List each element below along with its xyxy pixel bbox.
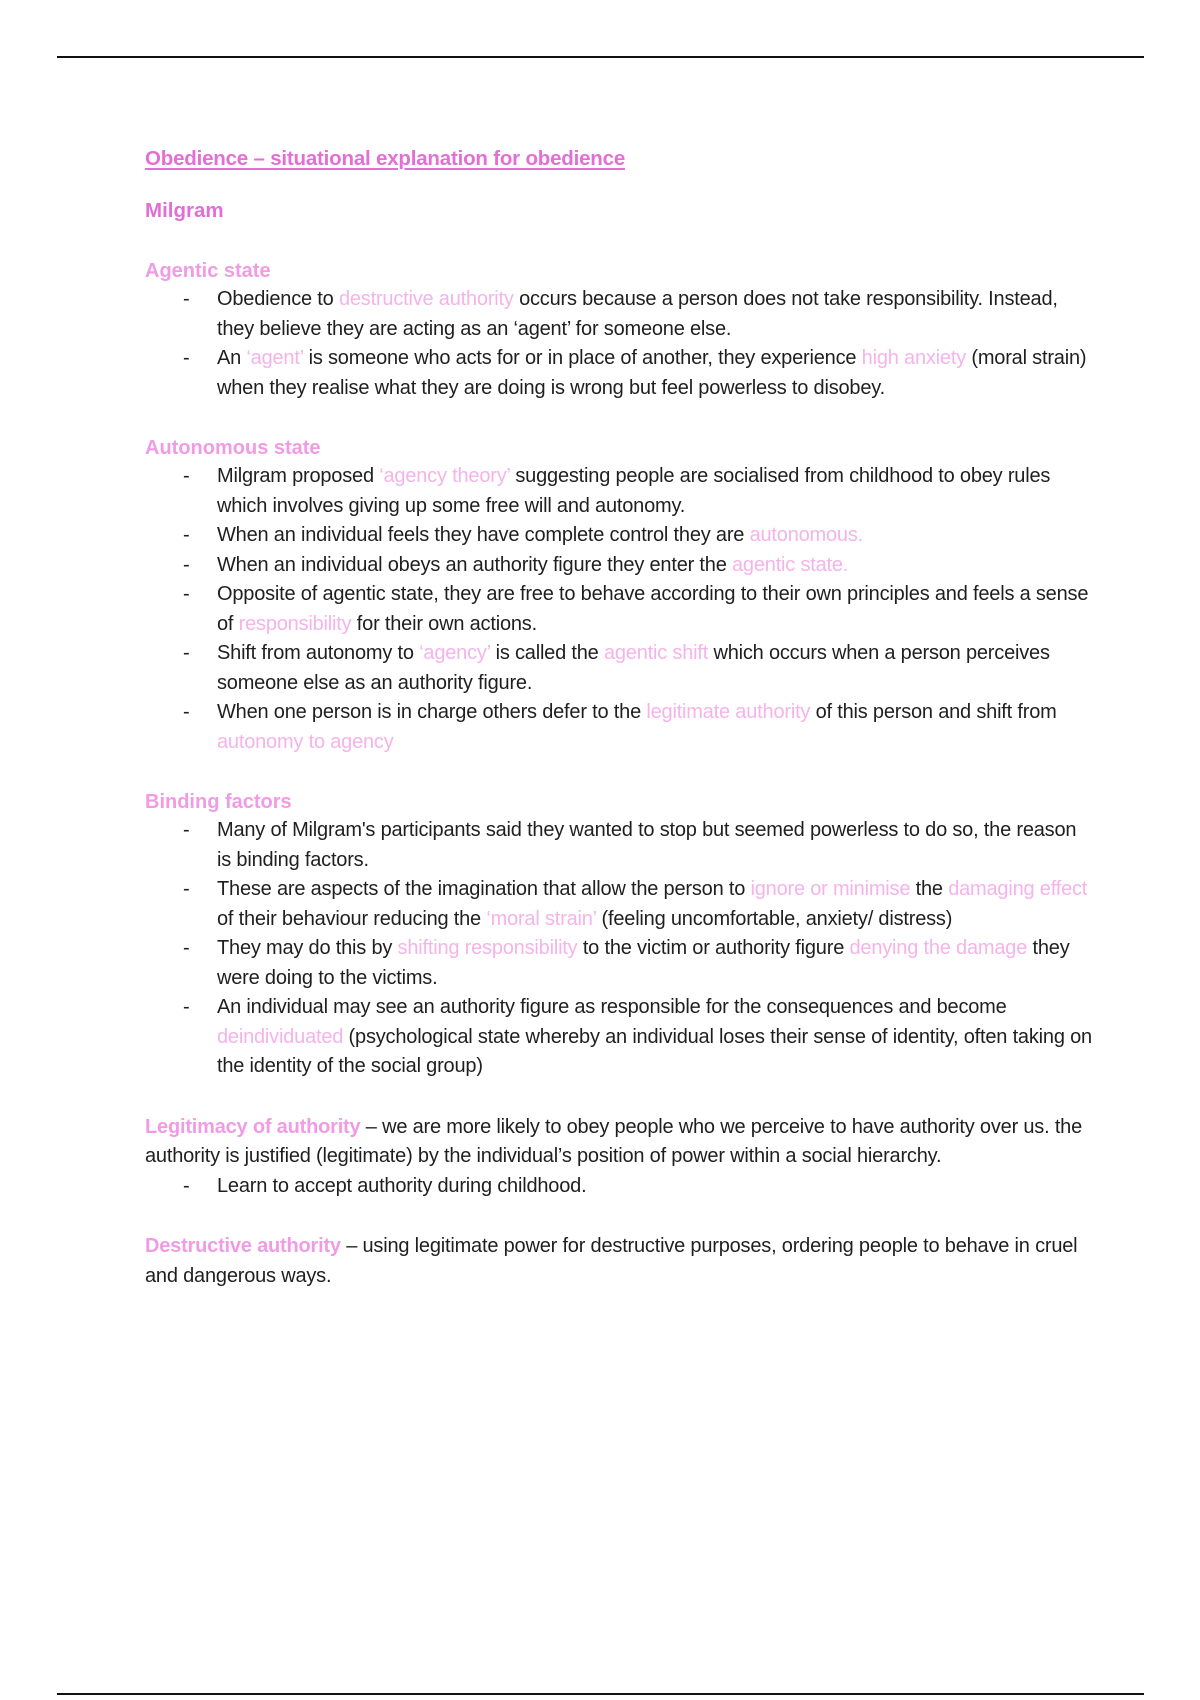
list-item: - An ‘agent’ is someone who acts for or in place of another, they experience high anxiety (moral strain) when they realise what they are doing is wrong but feel powerless to disobey.	[145, 344, 1095, 403]
header-rule	[57, 56, 1144, 58]
document-page	[145, 145, 1095, 1322]
term-label: Legitimacy of authority	[145, 1115, 361, 1138]
term-label: Destructive authority	[145, 1235, 341, 1257]
list-item: - An individual may see an authority figure as responsible for the consequences and become deindividuated (psychological state whereby an individual loses their sense of identity, often taking on the identity of the social group)	[145, 993, 1095, 1082]
list-item: - Many of Milgram's participants said they wanted to stop but seemed powerless to do so, the reason is binding factors.	[145, 816, 1095, 875]
list-item: - When an individual obeys an authority figure they enter the agentic state.	[145, 551, 1095, 581]
section-binding-factors	[145, 788, 1095, 1082]
bullet-list	[145, 816, 1095, 1082]
section-destructive-authority	[145, 1232, 1095, 1291]
section-legitimacy-of-authority	[145, 1113, 1095, 1202]
legitimacy-paragraph: Legitimacy of authority – we are more likely to obey people who we perceive to have authority over us. the authority is justified (legitimate) by the individual’s position of power within a social hierarchy.	[145, 1115, 1083, 1167]
bullet-list	[145, 1172, 1095, 1202]
list-item: - Milgram proposed ‘agency theory’ suggesting people are socialised from childhood to obey rules which involves giving up some free will and autonomy.	[145, 462, 1095, 521]
document-title: Obedience – situational explanation for obedience	[145, 147, 626, 170]
section-heading: Autonomous state	[145, 437, 321, 459]
list-item: - Opposite of agentic state, they are free to behave according to their own principles and feels a sense of responsibility for their own actions.	[145, 580, 1095, 639]
list-item: - They may do this by shifting responsibility to the victim or authority figure denying the damage they were doing to the victims.	[145, 934, 1095, 993]
list-item: - Learn to accept authority during childhood.	[145, 1172, 1095, 1202]
section-heading: Agentic state	[145, 260, 271, 282]
list-item: - Obedience to destructive authority occurs because a person does not take responsibility. Instead, they believe they are acting as an ‘agent’ for someone else.	[145, 285, 1095, 344]
footer-rule	[57, 1693, 1144, 1695]
section-agentic-state	[145, 257, 1095, 403]
list-item: - Shift from autonomy to ‘agency’ is called the agentic shift which occurs when a person perceives someone else as an authority figure.	[145, 639, 1095, 698]
list-item: - When one person is in charge others defer to the legitimate authority of this person and shift from autonomy to agency	[145, 698, 1095, 757]
list-item: - These are aspects of the imagination that allow the person to ignore or minimise the damaging effect of their behaviour reducing the ‘moral strain’ (feeling uncomfortable, anxiety/ distress)	[145, 875, 1095, 934]
destructive-paragraph: Destructive authority – using legitimate power for destructive purposes, ordering people to behave in cruel and dangerous ways.	[145, 1235, 1078, 1287]
section-heading: Binding factors	[145, 791, 292, 813]
subheading-milgram: Milgram	[145, 199, 224, 222]
list-item: - When an individual feels they have complete control they are autonomous.	[145, 521, 1095, 551]
bullet-list	[145, 462, 1095, 757]
section-autonomous-state	[145, 434, 1095, 757]
bullet-list	[145, 285, 1095, 403]
